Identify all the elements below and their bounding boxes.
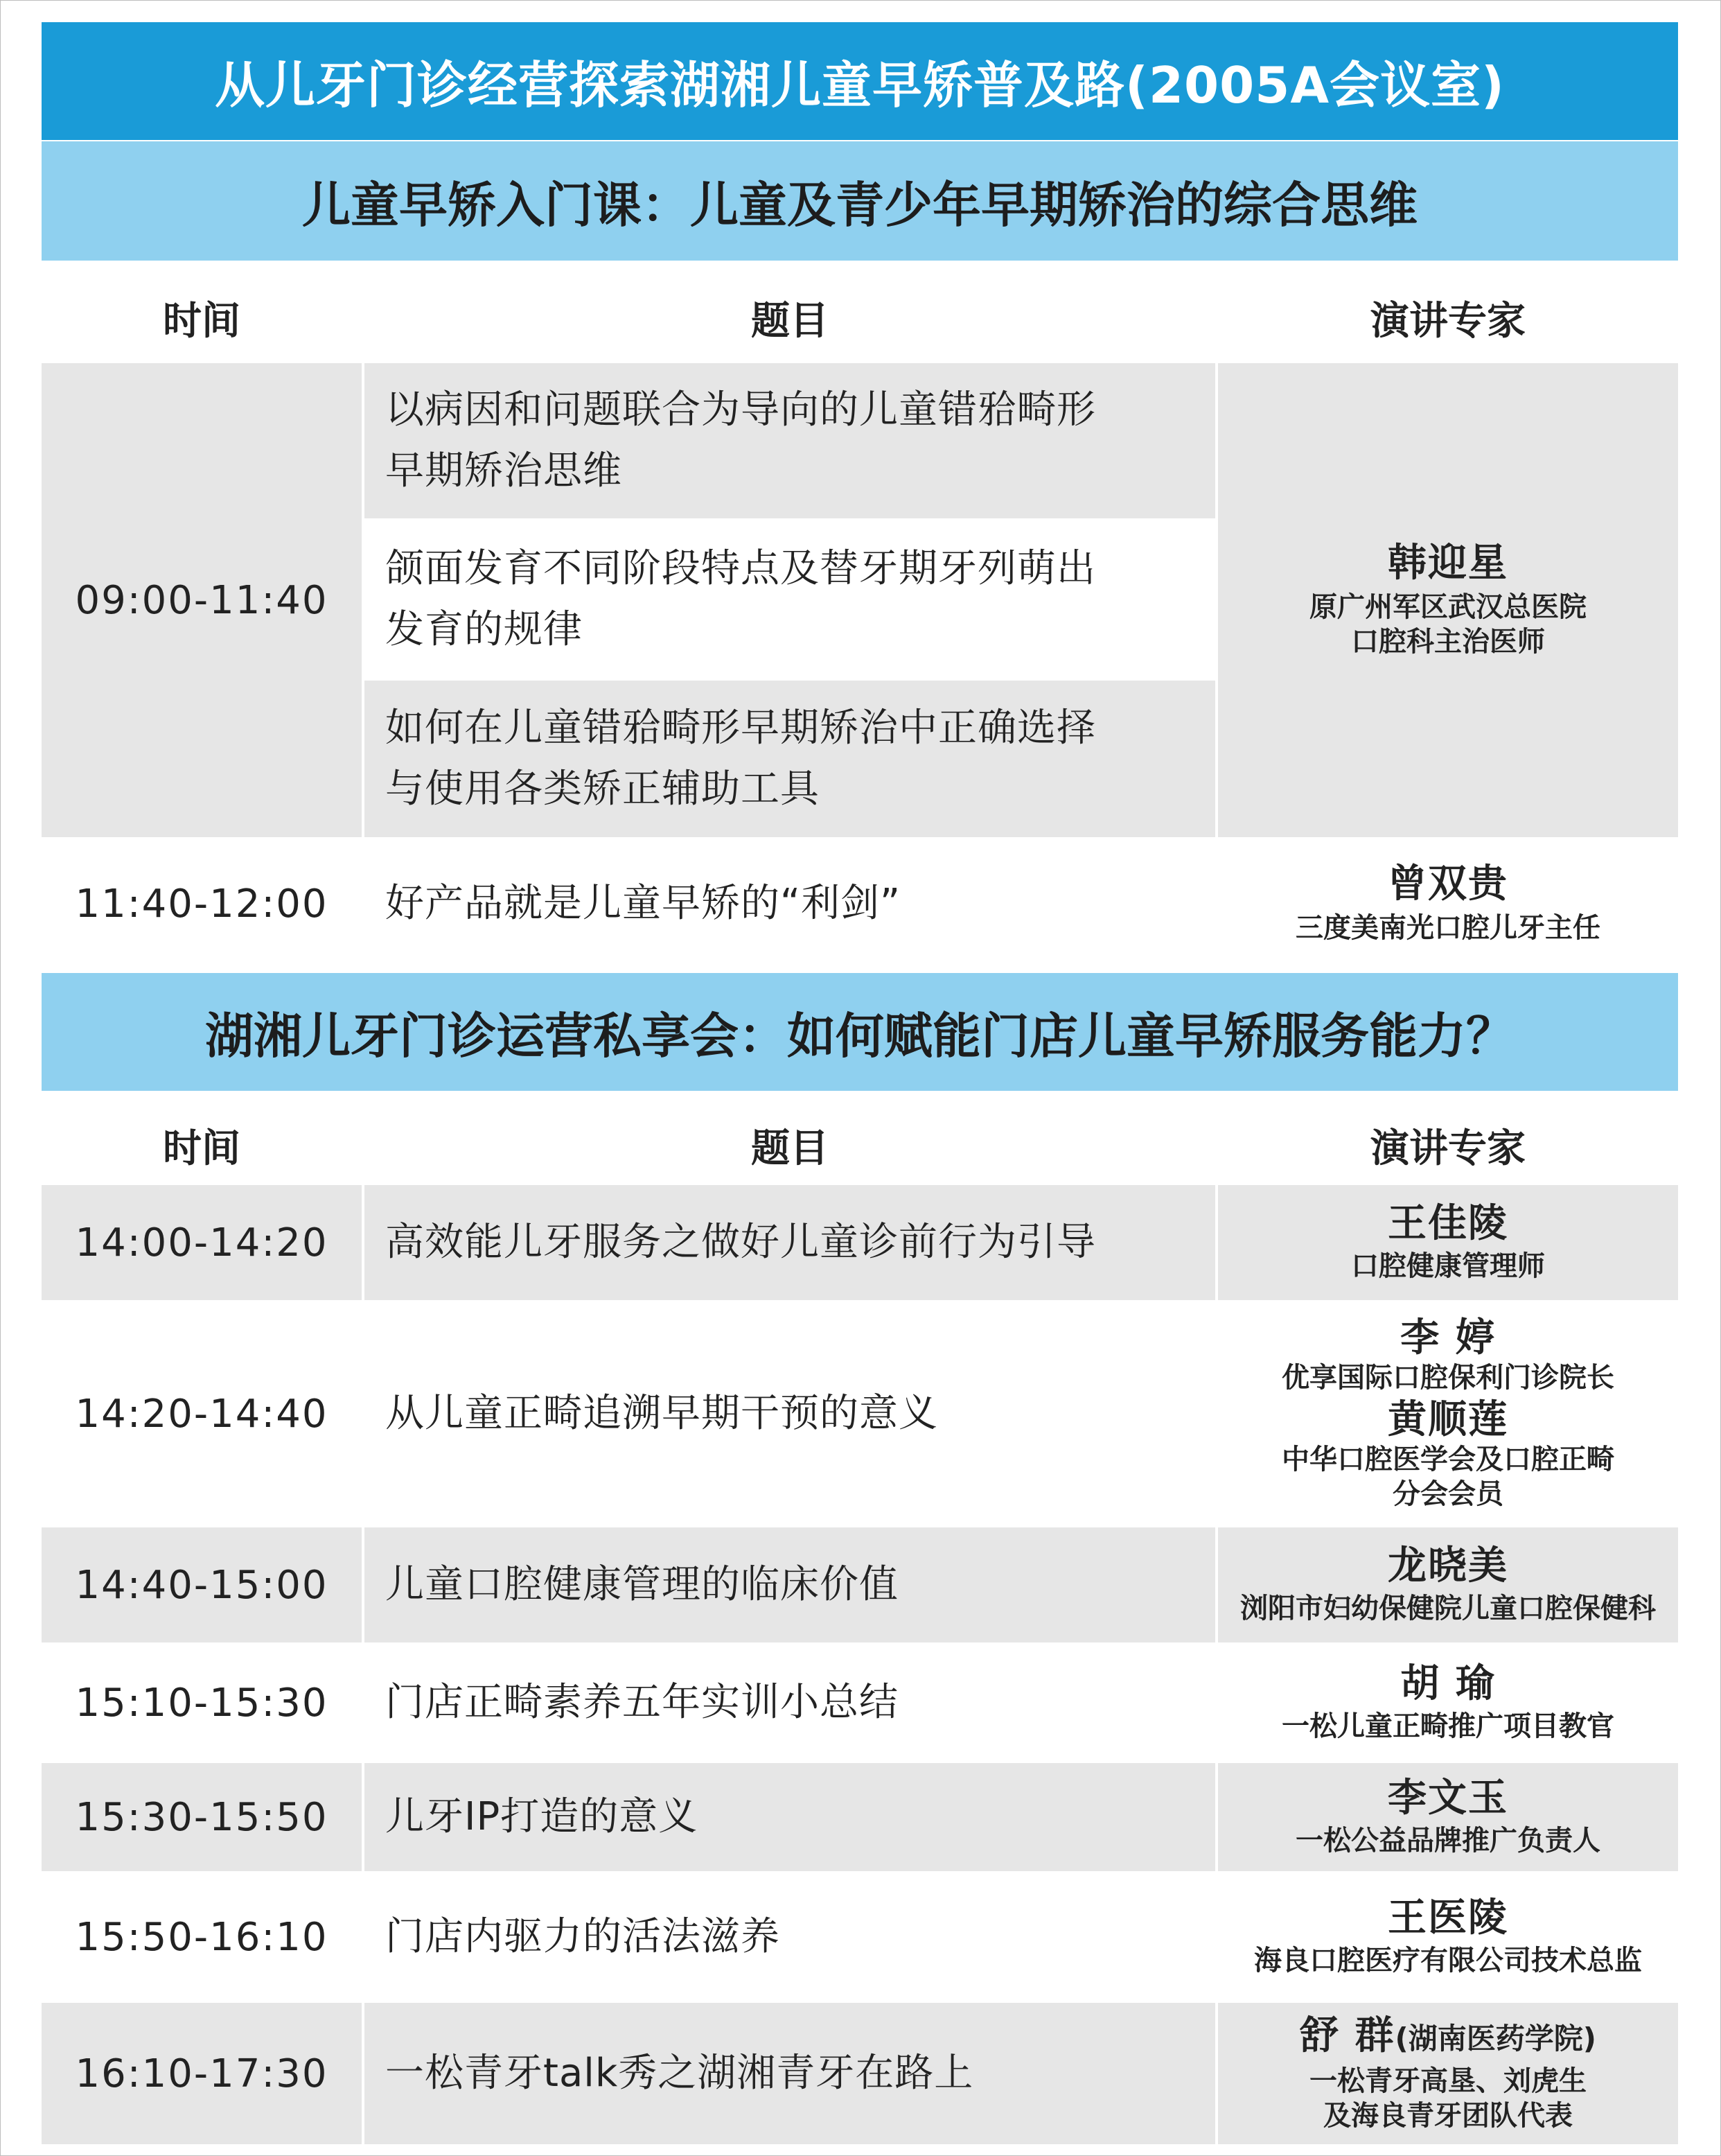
speaker-name: 曾双贵	[1388, 861, 1508, 906]
topic-line: 以病因和问题联合为导向的儿童错𬌗畸形	[385, 387, 1096, 432]
topic-cell	[364, 521, 1215, 678]
main-title: 从儿牙门诊经营探索湖湘儿童早矫普及路(2005A会议室)	[42, 22, 1678, 140]
speaker-title: 海良口腔医疗有限公司技术总监	[1254, 1945, 1642, 1977]
speaker-title: 优享国际口腔保利门诊院长	[1282, 1362, 1614, 1394]
speaker-name: 王医陵	[1388, 1895, 1508, 1940]
time-cell: 15:30-15:50	[42, 1763, 362, 1871]
speaker-cell	[1218, 1645, 1678, 1760]
speaker-name: 龙晓美	[1388, 1543, 1508, 1588]
time-cell: 14:00-14:20	[42, 1185, 362, 1300]
topic-cell: 儿童口腔健康管理的临床价值	[364, 1527, 1215, 1642]
topic-line: 如何在儿童错𬌗畸形早期矫治中正确选择	[385, 705, 1096, 751]
header-time: 时间	[163, 299, 240, 344]
time-cell: 09:00-11:40	[42, 363, 362, 837]
speaker-name: 舒 群	[1300, 2013, 1395, 2058]
time-cell: 15:50-16:10	[42, 1874, 362, 2000]
topic-line: 颌面发育不同阶段特点及替牙期牙列萌出	[385, 546, 1096, 591]
speaker-title: 口腔科主治医师	[1351, 626, 1545, 658]
speaker-title: 浏阳市妇幼保健院儿童口腔保健科	[1240, 1593, 1656, 1624]
header-speaker: 演讲专家	[1370, 299, 1526, 344]
topic-text	[385, 538, 1096, 660]
speaker-title: 一松公益品牌推广负责人	[1296, 1825, 1600, 1857]
topic-cell: 一松青牙talk秀之湖湘青牙在路上	[364, 2003, 1215, 2144]
speaker-name: 韩迎星	[1388, 541, 1508, 586]
header-time: 时间	[163, 1126, 240, 1171]
topic-cell: 门店内驱力的活法滋养	[364, 1874, 1215, 2000]
header-speaker: 演讲专家	[1370, 1126, 1526, 1171]
speaker-cell	[1218, 363, 1678, 837]
speaker-cell	[1218, 1527, 1678, 1642]
speaker-title: 一松青牙高垦、刘虎生	[1309, 2065, 1587, 2097]
topic-cell: 门店正畸素养五年实训小总结	[364, 1645, 1215, 1760]
header-topic: 题目	[751, 299, 829, 344]
time-cell: 15:10-15:30	[42, 1645, 362, 1760]
topic-cell	[364, 681, 1215, 837]
speaker-title: 三度美南光口腔儿牙主任	[1296, 912, 1600, 944]
speaker-title: 一松儿童正畸推广项目教官	[1282, 1710, 1614, 1742]
time-cell: 11:40-12:00	[42, 840, 362, 967]
speaker-title: 中华口腔医学会及口腔正畸	[1282, 1444, 1614, 1475]
speaker-title: 及海良青牙团队代表	[1323, 2100, 1573, 2132]
section1-title: 儿童早矫入门课：儿童及青少年早期矫治的综合思维	[42, 141, 1678, 261]
speaker-cell	[1218, 1303, 1678, 1525]
speaker-cell	[1218, 840, 1678, 967]
speaker-name: 李 婷	[1400, 1315, 1496, 1360]
speaker-name-line	[1300, 2014, 1596, 2061]
topic-line: 发育的规律	[385, 607, 583, 652]
topic-cell: 从儿童正畸追溯早期干预的意义	[364, 1303, 1215, 1525]
speaker-title: 口腔健康管理师	[1351, 1250, 1545, 1282]
topic-line: 早期矫治思维	[385, 448, 622, 493]
speaker-name: 王佳陵	[1388, 1201, 1508, 1246]
time-cell: 14:20-14:40	[42, 1303, 362, 1525]
speaker-title: 原广州军区武汉总医院	[1309, 591, 1587, 623]
speaker-cell	[1218, 1185, 1678, 1300]
speaker-cell	[1218, 1874, 1678, 2000]
speaker-cell	[1218, 2003, 1678, 2144]
header-topic: 题目	[751, 1126, 829, 1171]
speaker-affiliation: (湖南医药学院)	[1395, 2022, 1596, 2056]
time-cell: 14:40-15:00	[42, 1527, 362, 1642]
topic-cell: 高效能儿牙服务之做好儿童诊前行为引导	[364, 1185, 1215, 1300]
speaker-name: 黄顺莲	[1388, 1397, 1508, 1442]
speaker-name: 胡 瑜	[1400, 1661, 1496, 1706]
speaker-name: 李文玉	[1388, 1776, 1508, 1821]
time-cell: 16:10-17:30	[42, 2003, 362, 2144]
topic-line: 与使用各类矫正辅助工具	[385, 766, 820, 812]
speaker-cell	[1218, 1763, 1678, 1871]
topic-cell: 好产品就是儿童早矫的“利剑”	[364, 840, 1215, 967]
section2-title: 湖湘儿牙门诊运营私享会：如何赋能门店儿童早矫服务能力？	[42, 973, 1678, 1091]
speaker-title: 分会会员	[1393, 1478, 1503, 1510]
topic-cell	[364, 363, 1215, 518]
topic-text	[385, 698, 1096, 820]
topic-text	[385, 380, 1096, 502]
topic-cell: 儿牙IP打造的意义	[364, 1763, 1215, 1871]
